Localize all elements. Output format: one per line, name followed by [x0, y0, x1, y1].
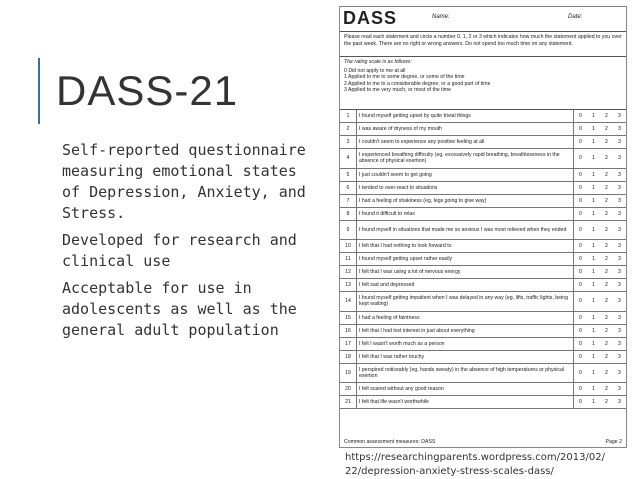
item-statement: I just couldn't seem to get going [357, 168, 574, 181]
item-row [340, 279, 626, 292]
rating-option: 1 [587, 292, 600, 312]
item-number: 5 [340, 168, 357, 181]
rating-option: 2 [600, 266, 613, 279]
form-footer [344, 439, 622, 445]
bullet-description: Self-reported questionnaire measuring emotional states of Depression, Anxiety, and Stress. [62, 141, 306, 222]
rating-option: 0 [574, 181, 588, 194]
rating-option: 3 [613, 194, 626, 207]
item-number: 2 [340, 123, 357, 136]
item-row [340, 240, 626, 253]
rating-option: 3 [613, 253, 626, 266]
rating-option: 1 [587, 383, 600, 396]
item-number: 20 [340, 383, 357, 396]
rating-option: 0 [574, 168, 588, 181]
rating-option: 1 [587, 123, 600, 136]
rating-option: 1 [587, 311, 600, 324]
rating-option: 1 [587, 279, 600, 292]
bullet-list [62, 140, 320, 347]
item-statement: I felt sad and depressed [357, 279, 574, 292]
item-number: 1 [340, 110, 357, 123]
rating-option: 0 [574, 240, 588, 253]
rating-option: 2 [600, 207, 613, 220]
rating-scale-item: 2 Applied to me to a considerable degree, or a good part of time [344, 80, 491, 87]
rating-option: 1 [587, 240, 600, 253]
form-footer-label: Common assessment measures: DASS [344, 439, 436, 445]
item-number: 10 [340, 240, 357, 253]
item-statement: I felt that I was rather touchy [357, 350, 574, 363]
rating-option: 2 [600, 324, 613, 337]
rating-option: 0 [574, 136, 588, 149]
rating-option: 1 [587, 266, 600, 279]
page-number: Page 2 [605, 439, 622, 445]
item-statement: I felt that I had nothing to look forward to [357, 240, 574, 253]
item-row [340, 266, 626, 279]
rating-option: 2 [600, 311, 613, 324]
rating-option: 0 [574, 266, 588, 279]
rating-option: 0 [574, 350, 588, 363]
item-statement: I perspired noticeably (eg, hands sweaty) in the absence of high temperatures or physical exertion [357, 363, 574, 383]
item-number: 3 [340, 136, 357, 149]
item-row [340, 220, 626, 240]
item-row [340, 292, 626, 312]
item-statement: I felt that life wasn't worthwhile [357, 396, 574, 409]
item-row [340, 207, 626, 220]
rating-option: 3 [613, 292, 626, 312]
slide-title: DASS-21 [56, 67, 239, 114]
item-statement: I felt scared without any good reason [357, 383, 574, 396]
form-instructions: Please read each statement and circle a number 0, 1, 2 or 3 which indicates how much the statement applied to you over the past week. There are no right or wrong answers. Do not spend too much time on any statement. [340, 32, 626, 57]
item-row [340, 149, 626, 169]
rating-option: 2 [600, 396, 613, 409]
rating-option: 3 [613, 279, 626, 292]
rating-option: 0 [574, 207, 588, 220]
item-statement: I felt that I had lost interest in just about everything [357, 324, 574, 337]
rating-option: 3 [613, 266, 626, 279]
rating-option: 2 [600, 168, 613, 181]
item-statement: I couldn't seem to experience any positive feeling at all [357, 136, 574, 149]
item-number: 18 [340, 350, 357, 363]
rating-option: 3 [613, 110, 626, 123]
item-statement: I was aware of dryness of my mouth [357, 123, 574, 136]
rating-option: 1 [587, 136, 600, 149]
rating-option: 0 [574, 194, 588, 207]
rating-option: 1 [587, 253, 600, 266]
rating-option: 1 [587, 324, 600, 337]
rating-option: 0 [574, 337, 588, 350]
item-statement: I experienced breathing difficulty (eg, excessively rapid breathing, breathlessness in the absence of physical exertion) [357, 149, 574, 169]
name-label: Name: [432, 14, 450, 20]
rating-option: 3 [613, 181, 626, 194]
item-row [340, 350, 626, 363]
rating-option: 2 [600, 240, 613, 253]
rating-scale-heading: The rating scale is as follows: [344, 59, 412, 65]
items-table [340, 110, 626, 409]
rating-scale-item: 3 Applied to me very much, or most of the time [344, 87, 451, 93]
rating-option: 1 [587, 220, 600, 240]
rating-option: 1 [587, 168, 600, 181]
rating-option: 1 [587, 350, 600, 363]
rating-option: 0 [574, 110, 588, 123]
item-number: 19 [340, 363, 357, 383]
rating-option: 3 [613, 240, 626, 253]
rating-option: 2 [600, 292, 613, 312]
rating-option: 3 [613, 383, 626, 396]
rating-scale-item: 0 Did not apply to me at all [344, 67, 406, 74]
item-statement: I found myself getting upset by quite trivial things [357, 110, 574, 123]
item-number: 13 [340, 279, 357, 292]
rating-option: 1 [587, 396, 600, 409]
item-number: 11 [340, 253, 357, 266]
rating-option: 0 [574, 279, 588, 292]
item-row [340, 168, 626, 181]
rating-option: 3 [613, 123, 626, 136]
form-header [340, 7, 626, 32]
item-row [340, 324, 626, 337]
bullet-purpose: Developed for research and clinical use [62, 231, 297, 270]
item-number: 16 [340, 324, 357, 337]
dass-form-image [339, 6, 627, 448]
rating-option: 2 [600, 383, 613, 396]
rating-option: 1 [587, 181, 600, 194]
rating-option: 0 [574, 220, 588, 240]
date-label: Date: [568, 14, 583, 20]
item-statement: I had a feeling of faintness [357, 311, 574, 324]
rating-option: 2 [600, 194, 613, 207]
rating-option: 0 [574, 311, 588, 324]
rating-option: 0 [574, 149, 588, 169]
item-number: 8 [340, 207, 357, 220]
rating-option: 0 [574, 383, 588, 396]
title-accent-bar [38, 58, 40, 124]
rating-option: 3 [613, 136, 626, 149]
rating-option: 3 [613, 311, 626, 324]
rating-option: 3 [613, 220, 626, 240]
rating-option: 3 [613, 149, 626, 169]
item-number: 14 [340, 292, 357, 312]
item-statement: I tended to over-react to situations [357, 181, 574, 194]
rating-scale-item: 1 Applied to me to some degree, or some of the time [344, 74, 465, 80]
rating-option: 1 [587, 337, 600, 350]
rating-option: 3 [613, 168, 626, 181]
rating-option: 2 [600, 149, 613, 169]
rating-option: 2 [600, 337, 613, 350]
item-statement: I found myself getting upset rather easily [357, 253, 574, 266]
item-number: 21 [340, 396, 357, 409]
rating-option: 1 [587, 110, 600, 123]
rating-option: 0 [574, 253, 588, 266]
item-statement: I felt I wasn't worth much as a person [357, 337, 574, 350]
item-row [340, 396, 626, 409]
dass-logo: DASS [343, 8, 398, 28]
rating-option: 2 [600, 123, 613, 136]
rating-option: 0 [574, 123, 588, 136]
item-number: 15 [340, 311, 357, 324]
rating-option: 2 [600, 363, 613, 383]
rating-scale [340, 57, 626, 110]
item-number: 4 [340, 149, 357, 169]
rating-option: 2 [600, 110, 613, 123]
item-statement: I felt that I was using a lot of nervous energy [357, 266, 574, 279]
source-url-line: 22/depression-anxiety-stress-scales-dass/ [345, 466, 554, 477]
item-row [340, 383, 626, 396]
rating-option: 2 [600, 136, 613, 149]
item-row [340, 337, 626, 350]
item-row [340, 110, 626, 123]
rating-option: 1 [587, 149, 600, 169]
rating-option: 3 [613, 363, 626, 383]
rating-option: 3 [613, 337, 626, 350]
rating-option: 0 [574, 396, 588, 409]
rating-option: 3 [613, 207, 626, 220]
rating-option: 1 [587, 194, 600, 207]
rating-option: 2 [600, 253, 613, 266]
rating-option: 0 [574, 324, 588, 337]
item-number: 6 [340, 181, 357, 194]
item-row [340, 136, 626, 149]
item-row [340, 363, 626, 383]
item-number: 12 [340, 266, 357, 279]
item-statement: I found it difficult to relax [357, 207, 574, 220]
rating-option: 1 [587, 207, 600, 220]
item-row [340, 311, 626, 324]
rating-option: 3 [613, 324, 626, 337]
item-number: 7 [340, 194, 357, 207]
rating-option: 0 [574, 363, 588, 383]
item-statement: I had a feeling of shakiness (eg, legs going to give way) [357, 194, 574, 207]
item-number: 9 [340, 220, 357, 240]
source-url-line: https://researchingparents.wordpress.com/2013/02/ [345, 452, 605, 463]
item-row [340, 253, 626, 266]
rating-option: 2 [600, 220, 613, 240]
item-row [340, 181, 626, 194]
item-row [340, 194, 626, 207]
rating-option: 2 [600, 181, 613, 194]
bullet-population: Acceptable for use in adolescents as well as the general adult population [62, 279, 297, 339]
item-number: 17 [340, 337, 357, 350]
item-statement: I found myself in situations that made me so anxious I was most relieved when they ended [357, 220, 574, 240]
source-url[interactable] [345, 451, 605, 479]
item-row [340, 123, 626, 136]
item-statement: I found myself getting impatient when I was delayed in any way (eg, lifts, traffic lights, being kept waiting) [357, 292, 574, 312]
rating-option: 3 [613, 350, 626, 363]
rating-option: 2 [600, 279, 613, 292]
rating-option: 0 [574, 292, 588, 312]
rating-option: 2 [600, 350, 613, 363]
rating-option: 3 [613, 396, 626, 409]
rating-option: 1 [587, 363, 600, 383]
